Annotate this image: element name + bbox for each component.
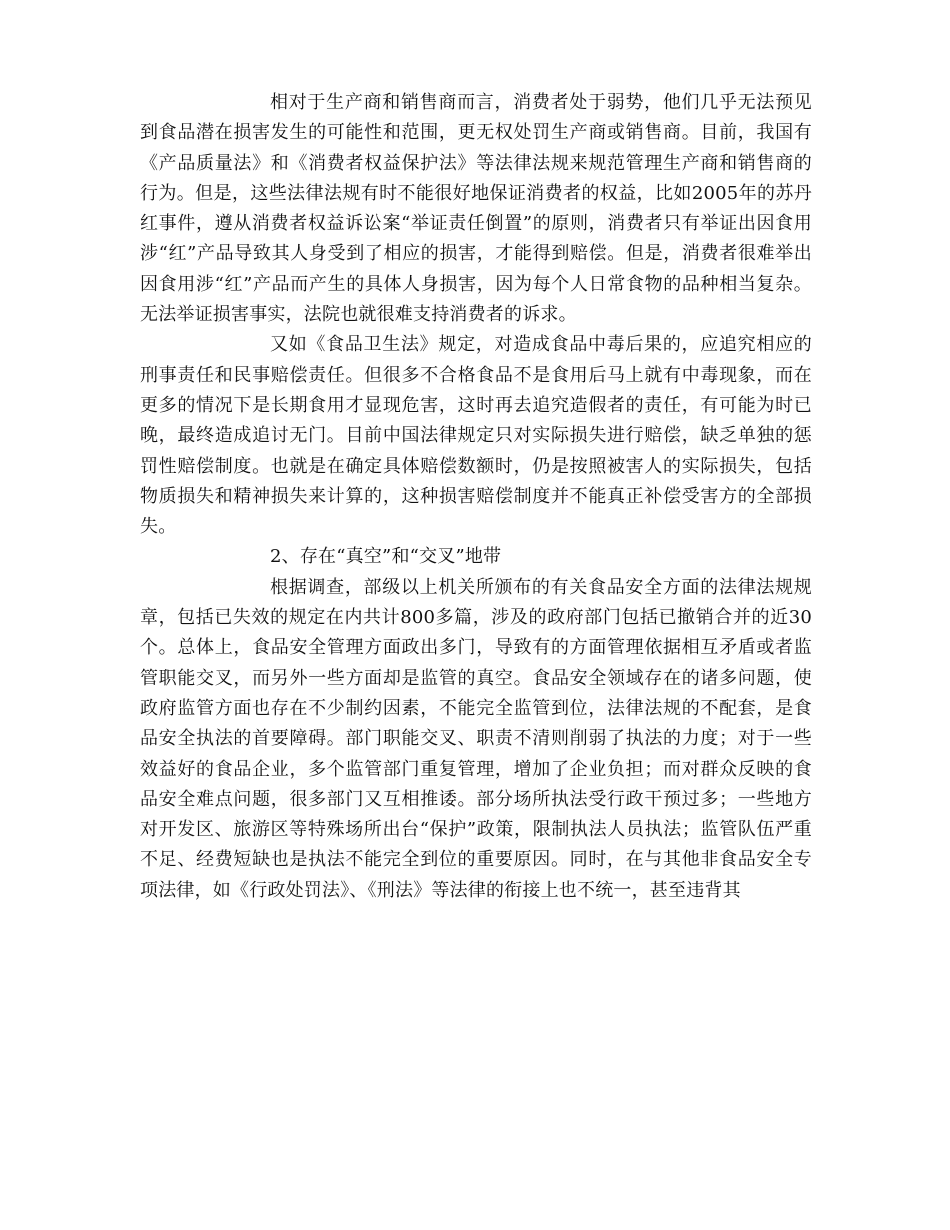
document-body — [140, 88, 812, 906]
paragraph-regulation-gaps: 根据调查，部级以上机关所颁布的有关食品安全方面的法律法规规章，包括已失效的规定在内共计800多篇，涉及的政府部门包括已撤销合并的近30个。总体上，食品安全管理方面政出多门，导致有的方面管理依据相互矛盾或者监管职能交叉，而另外一些方面却是监管的真空。食品安全领域存在的诸多问题，使政府监管方面也存在不少制约因素，不能完全监管到位，法律法规的不配套，是食品安全执法的首要障碍。部门职能交叉、职责不清则削弱了执法的力度；对于一些效益好的食品企业，多个监管部门重复管理，增加了企业负担；而对群众反映的食品安全难点问题，很多部门又互相推诿。部分场所执法受行政干预过多；一些地方对开发区、旅游区等特殊场所出台“保护”政策，限制执法人员执法；监管队伍严重不足、经费短缺也是执法不能完全到位的重要原因。同时，在与其他非食品安全专项法律，如《行政处罚法》、《刑法》等法律的衔接上也不统一，甚至违背其 — [140, 576, 812, 901]
paragraph-food-hygiene-law: 又如《食品卫生法》规定，对造成食品中毒后果的，应追究相应的刑事责任和民事赔偿责任。但很多不合格食品不是食用后马上就有中毒现象，而在更多的情况下是长期食用才显现危害，这时再去追究造假者的责任，有可能为时已晚，最终造成追讨无门。目前中国法律规定只对实际损失进行赔偿，缺乏单独的惩罚性赔偿制度。也就是在确定具体赔偿数额时，仍是按照被害人的实际损失，包括物质损失和精神损失来计算的，这种损害赔偿制度并不能真正补偿受害方的全部损失。 — [140, 334, 812, 538]
paragraph-consumer-rights: 相对于生产商和销售商而言，消费者处于弱势，他们几乎无法预见到食品潜在损害发生的可能性和范围，更无权处罚生产商或销售商。目前，我国有《产品质量法》和《消费者权益保护法》等法律法规来规范管理生产商和销售商的行为。但是，这些法律法规有时不能很好地保证消费者的权益，比如2005年的苏丹红事件，遵从消费者权益诉讼案“举证责任倒置”的原则，消费者只有举证出因食用涉“红”产品导致其人身受到了相应的损害，才能得到赔偿。但是，消费者很难举出因食用涉“红”产品而产生的具体人身损害，因为每个人日常食物的品种相当复杂。无法举证损害事实，法院也就很难支持消费者的诉求。 — [140, 92, 812, 326]
section-heading: 2、存在“真空”和“交叉”地带 — [270, 546, 502, 568]
